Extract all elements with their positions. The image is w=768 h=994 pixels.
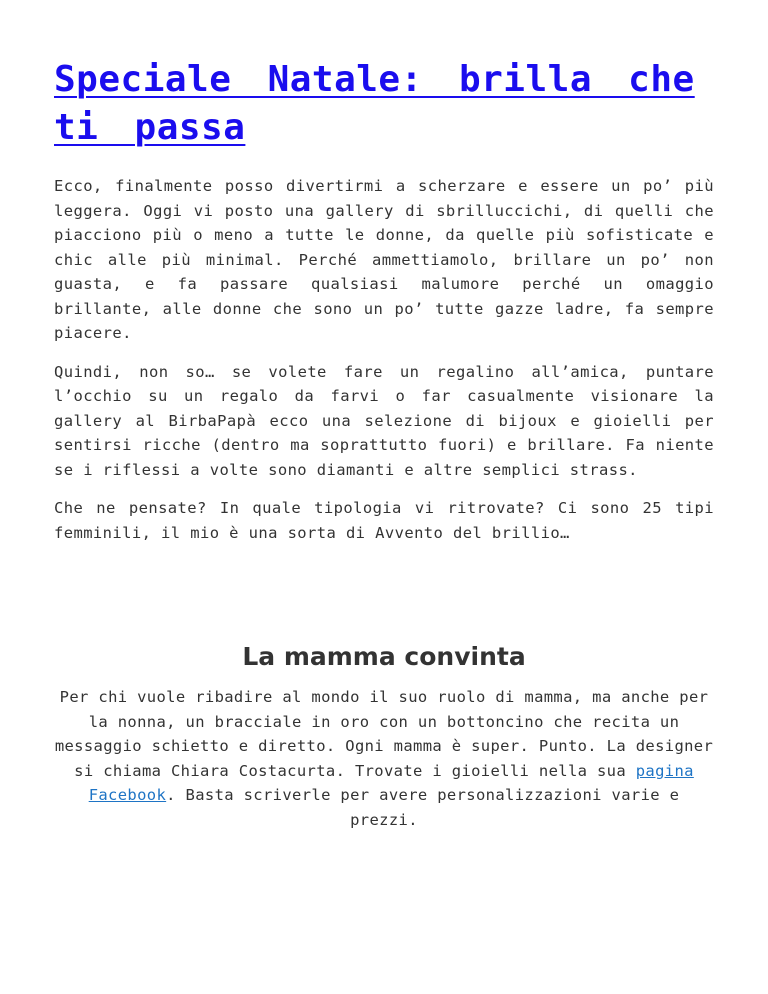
post-title-link[interactable]: Speciale Natale: brilla che ti passa	[54, 59, 695, 148]
section-text-before-link: Per chi vuole ribadire al mondo il suo ruolo di mamma, ma anche per la nonna, un bracciale in oro con un bottoncino che recita un messaggio schietto e diretto. Ogni mamma è super. Punto. La designer si chiama Chiara Costacurta. Trovate i gioielli nella sua	[54, 688, 714, 780]
spacer	[54, 559, 714, 639]
section-text-after-link: . Basta scriverle per avere personalizzazioni varie e prezzi.	[166, 786, 680, 829]
section-paragraph	[54, 685, 714, 832]
section-heading: La mamma convinta	[242, 642, 526, 671]
question-paragraph: Che ne pensate? In quale tipologia vi ritrovate? Ci sono 25 tipi femminili, il mio è una sorta di Avvento del brillio…	[54, 499, 714, 542]
post-title	[54, 56, 714, 152]
gallery-paragraph: Quindi, non so… se volete fare un regalino all’amica, puntare l’occhio su un regalo da farvi o far casualmente visionare la gallery al BirbaPapà ecco una selezione di bijoux e gioielli per sentirsi ricche (dentro ma soprattutto fuori) e brillare. Fa niente se i riflessi a volte sono diamanti e altre semplici strass.	[54, 362, 714, 479]
intro-paragraph: Ecco, finalmente posso divertirmi a scherzare e essere un po’ più leggera. Oggi vi posto una gallery di sbrilluccichi, di quelli che piacciono più o meno a tutte le donne, da quelle più sofisticate e chic alle più minimal. Perché ammettiamolo, brillare un po’ non guasta, e fa passare qualsiasi malumore perché un omaggio brillante, alle donne che sono un po’ tutte gazze ladre, fa sempre piacere.	[54, 177, 714, 342]
facebook-page-link[interactable]: pagina Facebook	[88, 761, 694, 804]
